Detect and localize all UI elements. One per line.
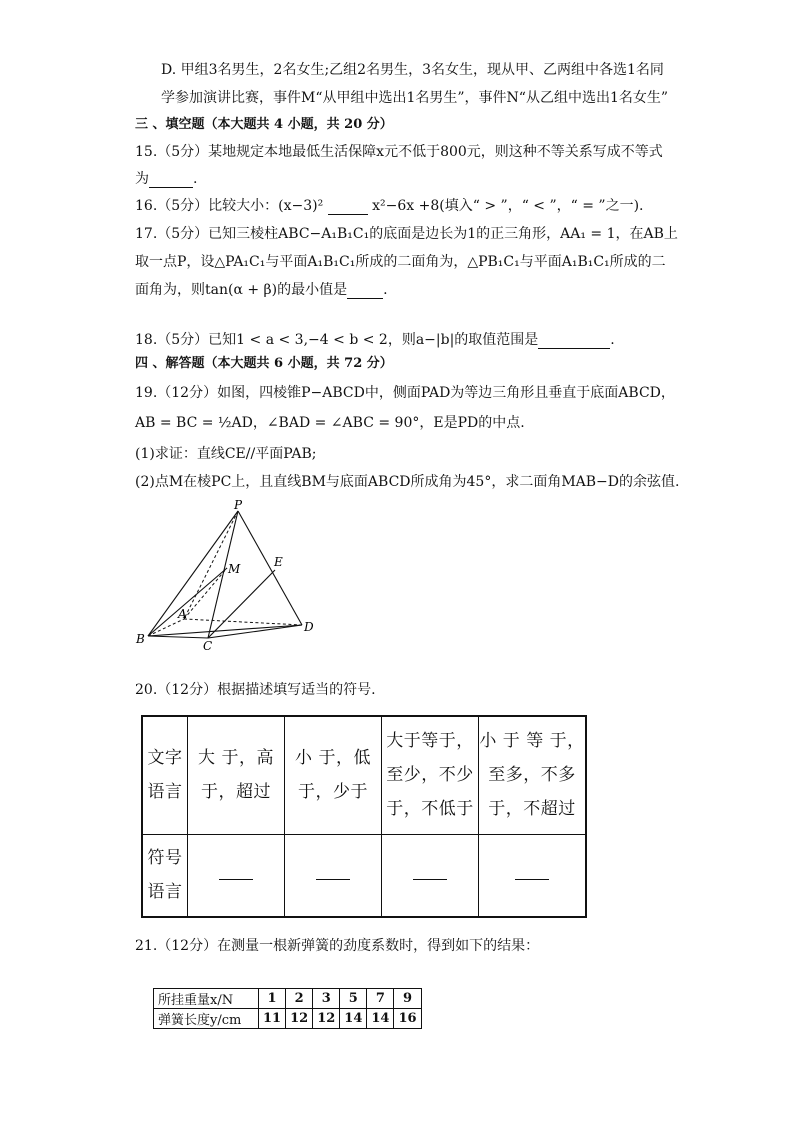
option-d-line1: D. 甲组3名男生，2名女生;乙组2名男生，3名女生，现从甲、乙两组中各选1名同 <box>161 62 664 78</box>
q17-line1: 17.（5分）已知三棱柱ABC−A₁B₁C₁的底面是边长为1的正三角形，AA₁ = 1，在AB上 <box>135 226 678 242</box>
answer-blank-4[interactable] <box>479 834 587 917</box>
q20-line: 20.（12分）根据描述填写适当的符号. <box>135 682 376 698</box>
q18-answer-blank[interactable] <box>538 334 610 349</box>
section-3-heading: 三 、填空题（本大题共 4 小题，共 20 分） <box>135 117 393 132</box>
answer-blank-3[interactable] <box>382 834 479 917</box>
q18-text: 18.（5分）已知1 < a < 3,−4 < b < 2，则a−|b|的取值范围是 <box>135 332 539 348</box>
q17-line3 <box>135 281 388 299</box>
q21-line: 21.（12分）在测量一根新弹簧的劲度系数时，得到如下的结果： <box>135 938 540 954</box>
pyramid-figure <box>128 498 328 653</box>
q17-answer-blank[interactable] <box>347 284 383 299</box>
y-label: 弹簧长度y/cm <box>154 1009 259 1029</box>
q16-text-b: x²−6x +8(填入“ > ”，“ < ”，“ = ”之一). <box>372 198 644 214</box>
answer-blank-1[interactable] <box>188 834 285 917</box>
q16-line <box>135 197 644 215</box>
q17-period: . <box>383 282 388 298</box>
table-row <box>154 1009 422 1029</box>
x-value: 1 <box>259 989 286 1009</box>
table-row <box>154 989 422 1009</box>
q17-text: 面角为，则tan(α + β)的最小值是 <box>135 282 348 298</box>
label-e: E <box>274 555 283 569</box>
label-d: D <box>304 620 314 634</box>
y-value: 14 <box>340 1009 367 1029</box>
cell-greater: 大 于，高 于，超过 <box>188 716 285 834</box>
cell-less: 小 于，低 于，少于 <box>285 716 382 834</box>
q18-line <box>135 331 615 349</box>
option-d-line2: 学参加演讲比赛，事件M“从甲组中选出1名男生”，事件N“从乙组中选出1名女生” <box>161 90 669 106</box>
q15-line2 <box>135 170 197 188</box>
x-value: 9 <box>394 989 421 1009</box>
x-value: 5 <box>340 989 367 1009</box>
section-4-heading: 四 、解答题（本大题共 6 小题，共 72 分） <box>135 356 393 371</box>
y-value: 12 <box>313 1009 340 1029</box>
label-a: A <box>178 607 187 621</box>
q18-period: . <box>610 332 615 348</box>
x-label: 所挂重量x/N <box>154 989 259 1009</box>
answer-blank-2[interactable] <box>285 834 382 917</box>
label-b: B <box>136 632 145 646</box>
spring-data-table <box>153 988 422 1029</box>
q16-text-a: 16.（5分）比较大小：(x−3)² <box>135 198 324 214</box>
q15-period: . <box>193 171 198 187</box>
x-value: 7 <box>367 989 394 1009</box>
x-value: 3 <box>313 989 340 1009</box>
x-value: 2 <box>286 989 313 1009</box>
q16-answer-blank[interactable] <box>328 200 368 215</box>
q19-line2: AB = BC = ½AD，∠BAD = ∠ABC = 90°，E是PD的中点. <box>135 415 525 431</box>
symbol-table <box>141 715 587 918</box>
q19-part2: (2)点M在棱PC上，且直线BM与底面ABCD所成角为45°，求二面角MAB−D的余弦值. <box>135 474 680 490</box>
y-value: 12 <box>286 1009 313 1029</box>
q15-line1: 15.（5分）某地规定本地最低生活保障x元不低于800元，则这种不等关系写成不等式 <box>135 144 663 160</box>
y-value: 11 <box>259 1009 286 1029</box>
q19-line1: 19.（12分）如图，四棱锥P−ABCD中，侧面PAD为等边三角形且垂直于底面ABCD， <box>135 385 675 401</box>
q19-part1: (1)求证：直线CE//平面PAB; <box>135 446 317 462</box>
label-c: C <box>203 639 213 653</box>
row-header-symbol-language: 符号 语言 <box>142 834 188 917</box>
label-m: M <box>228 562 241 576</box>
cell-less-equal: 小 于 等 于， 至多，不多 于，不超过 <box>479 716 587 834</box>
row-header-text-language: 文字 语言 <box>142 716 188 834</box>
cell-greater-equal: 大于等于， 至少，不少 于，不低于 <box>382 716 479 834</box>
y-value: 16 <box>394 1009 421 1029</box>
q15-prefix: 为 <box>135 171 149 187</box>
y-value: 14 <box>367 1009 394 1029</box>
q17-line2: 取一点P，设△PA₁C₁与平面A₁B₁C₁所成的二面角为，△PB₁C₁与平面A₁B₁C₁所成的二 <box>135 254 666 270</box>
q15-answer-blank[interactable] <box>149 173 193 188</box>
label-p: P <box>234 498 243 512</box>
